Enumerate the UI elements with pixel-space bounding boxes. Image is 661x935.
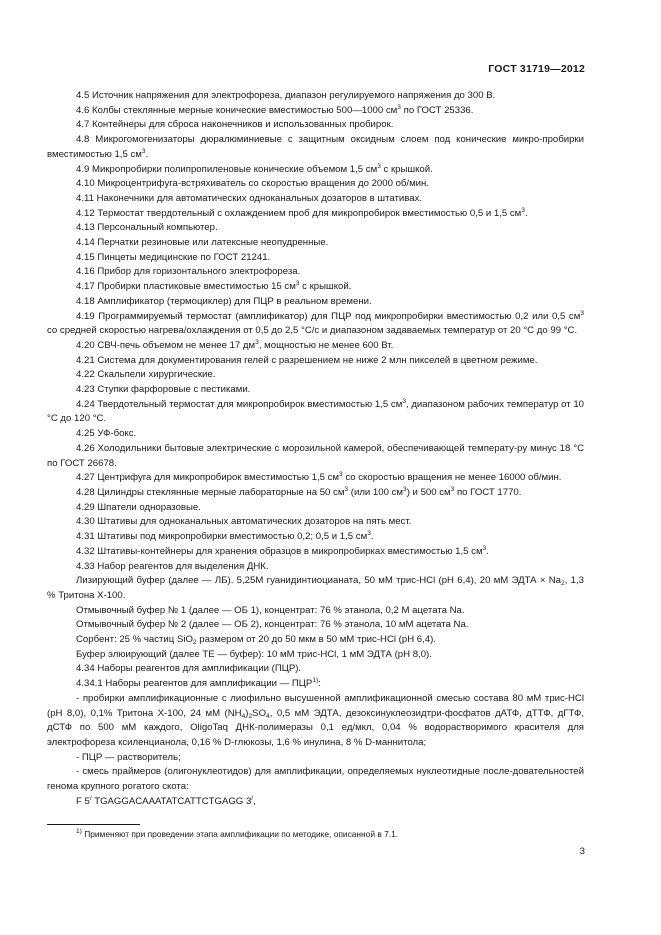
paragraph-text: 4.25 УФ-бокс. bbox=[76, 428, 137, 440]
paragraph bbox=[47, 368, 584, 383]
superscript: 3 bbox=[521, 206, 525, 214]
paragraph bbox=[47, 163, 584, 178]
paragraph-text: - смесь праймеров (олигонуклеотидов) для амплификации, определяемых нуклеотидные после-довательностей генома крупного рогатого скота: bbox=[47, 766, 584, 793]
superscript: 3 bbox=[141, 147, 146, 155]
paragraph bbox=[47, 133, 584, 162]
paragraph-text: размером от 20 до 50 мкм в 50 мМ трис-HCl (pH 6,4). bbox=[196, 634, 437, 646]
paragraph-text: 4.34.1 Наборы реагентов для амплификации — ПЦР bbox=[76, 678, 313, 690]
superscript: 3 bbox=[367, 530, 371, 538]
paragraph-text: 4.30 Штативы для одноканальных автоматических дозаторов на пять мест. bbox=[76, 516, 412, 528]
superscript: 3 bbox=[339, 471, 343, 479]
paragraph-text: 4.33 Набор реагентов для выделения ДНК. bbox=[76, 560, 269, 572]
paragraph bbox=[47, 604, 584, 619]
paragraph-text: ) и 500 см bbox=[406, 486, 451, 498]
subscript: 2 bbox=[248, 712, 253, 720]
footnote-mark: 1) bbox=[76, 828, 82, 835]
paragraph-text: с крышкой. bbox=[380, 163, 433, 175]
subscript: 2 bbox=[192, 639, 197, 647]
paragraph-text: ) bbox=[245, 707, 249, 719]
paragraph bbox=[47, 515, 584, 530]
paragraph-text: 4.11 Наконечники для автоматических одноканальных дозаторов в штативах. bbox=[76, 192, 423, 204]
paragraph bbox=[47, 427, 584, 442]
paragraph bbox=[47, 574, 584, 603]
paragraph-text: со средней скоростью нагрева/охлаждения от 0,5 до 2,5 °C/с и диапазоном задаваемых температур от 20 °C до 99 °C. bbox=[47, 325, 578, 337]
paragraph bbox=[47, 633, 584, 648]
paragraph-text: 4.13 Персональный компьютер. bbox=[76, 222, 218, 234]
paragraph bbox=[47, 251, 584, 266]
paragraph-text: 4.7 Контейнеры для сброса наконечников и использованных пробирок. bbox=[76, 119, 394, 131]
superscript: 3 bbox=[450, 485, 455, 493]
subscript: 4 bbox=[266, 712, 270, 720]
paragraph-text: 4.9 Микропробирки полипропиленовые конические объемом 1,5 см bbox=[76, 163, 378, 175]
paragraph bbox=[47, 89, 584, 104]
paragraph bbox=[47, 692, 584, 751]
paragraph-text: . bbox=[486, 545, 489, 557]
paragraph bbox=[47, 442, 584, 471]
paragraph bbox=[47, 236, 584, 251]
paragraph-text: 4.15 Пинцеты медицинские по ГОСТ 21241. bbox=[76, 251, 271, 263]
paragraph-text: 4.14 Перчатки резиновые или латексные неопудренные. bbox=[76, 237, 329, 249]
paragraph-text: 4.34 Наборы реагентов для амплификации (ПЦР). bbox=[76, 663, 302, 675]
paragraph-text: 4.24 Твердотельный термостат для микропробирок вместимостью 1,5 см bbox=[76, 398, 403, 410]
paragraph bbox=[47, 618, 584, 633]
paragraph-text: , 0,5 мМ ЭДТА, дезоксинуклеозидтри-фосфатов дАТФ, дТТФ, дГТФ, дСТФ по 500 мМ каждого, OligoTaq ДНК-полимеразы 0,1 ед/мкл, 0,04 % водорастворимого красителя для электрофореза ксиленцианола, 0,16 % D-глюкозы, 1,6 % инулина, 8 % D-маннитола; bbox=[47, 707, 585, 748]
paragraph-text: , 1,3 % Тритона Х-100. bbox=[47, 575, 584, 601]
paragraph-text: 4.16 Прибор для горизонтального электрофореза. bbox=[76, 266, 301, 278]
paragraph-text: 4.26 Холодильники бытовые электрические с морозильной камерой, обеспечивающей температу-ру минус 18 °C по ГОСТ 26678. bbox=[47, 442, 584, 469]
paragraph bbox=[47, 795, 584, 810]
superscript: 1) bbox=[312, 677, 319, 685]
paragraph-text: - ПЦР — растворитель; bbox=[76, 751, 181, 763]
paragraph bbox=[47, 118, 584, 133]
paragraph bbox=[47, 310, 584, 339]
paragraph-text: , bbox=[253, 795, 256, 807]
paragraph-text: F 5 bbox=[76, 795, 90, 807]
paragraph-text: 4.29 Шпатели одноразовые. bbox=[76, 501, 201, 513]
paragraph bbox=[47, 662, 584, 677]
paragraph-text: . bbox=[145, 148, 149, 160]
paragraph-text: 4.28 Цилиндры стеклянные мерные лабораторные на 50 см bbox=[76, 486, 345, 498]
superscript: / bbox=[89, 794, 92, 802]
paragraph-text: Буфер элюирующий (далее ТЕ — буфер): 10 мМ трис-HCl, 1 мМ ЭДТА (pH 8,0). bbox=[76, 648, 432, 660]
paragraph-text: (или 100 см bbox=[348, 486, 404, 498]
footnote bbox=[76, 828, 398, 840]
paragraph-text: 4.10 Микроцентрифуга-встряхиватель со скоростью вращения до 2000 об/мин. bbox=[76, 178, 429, 190]
paragraph-text: - пробирки амплификационные с лиофильно высушенной амплификационной смесью состава 80 мМ трис-HCl (pH 8,0), 0,1% Тритона Х-100, 24 мМ (NH bbox=[47, 692, 584, 719]
paragraph bbox=[47, 751, 584, 766]
paragraph-text: Лизирующий буфер (далее — ЛБ). 5,25М гуанидинтиоцианата, 50 мМ трис-HCl (pH 6,4), 20 мМ ЭДТА × Na bbox=[76, 575, 562, 587]
paragraph bbox=[47, 765, 584, 794]
paragraph-text: Сорбент: 25 % частиц SiO bbox=[76, 634, 193, 646]
superscript: / bbox=[251, 794, 254, 802]
paragraph-text: Отмывочный буфер № 1 (далее — ОБ 1), концентрат: 76 % этанола, 0,2 М ацетата Na. bbox=[76, 604, 465, 616]
paragraph-text: по ГОСТ 25336. bbox=[400, 104, 474, 116]
paragraph bbox=[47, 545, 584, 560]
superscript: 3 bbox=[344, 485, 349, 493]
paragraph bbox=[47, 295, 584, 310]
paragraph bbox=[47, 560, 584, 575]
paragraph bbox=[47, 192, 584, 207]
paragraph-text: 4.22 Скальпели хирургические. bbox=[76, 369, 216, 381]
paragraph-text: 4.27 Центрифуга для микропробирок вместимостью 1,5 см bbox=[76, 472, 340, 484]
paragraph bbox=[47, 648, 584, 663]
paragraph-text: 4.21 Система для документирования гелей с разрешением не ниже 2 млн пикселей в цветном режиме. bbox=[76, 354, 538, 366]
paragraph bbox=[47, 280, 584, 295]
paragraph-text: 4.17 Пробирки пластиковые вместимостью 15 см bbox=[76, 281, 296, 293]
paragraph bbox=[47, 471, 584, 486]
paragraph bbox=[47, 354, 584, 369]
paragraph-text: 4.23 Ступки фарфоровые с пестиками. bbox=[76, 384, 251, 396]
paragraph bbox=[47, 677, 584, 692]
subscript: 2 bbox=[561, 580, 565, 588]
paragraph-text: 4.8 Микрогомогенизаторы дюралюминиевые с защитным оксидным слоем под конические микро-пробирки вместимостью 1,5 см bbox=[47, 134, 584, 160]
paragraph-text: , мощностью не менее 600 Вт. bbox=[258, 339, 394, 351]
superscript: 3 bbox=[255, 338, 259, 346]
paragraph-text: с крышкой. bbox=[299, 281, 352, 293]
paragraph-text: TGAGGACAAATATCATTCTGAGG 3 bbox=[91, 795, 252, 807]
paragraph-text: 4.32 Штативы-контейнеры для хранения образцов в микропробирках вместимостью 1,5 см bbox=[76, 545, 483, 557]
superscript: 3 bbox=[402, 397, 406, 405]
footnote-divider bbox=[47, 824, 140, 825]
paragraph-text: : bbox=[318, 678, 321, 690]
subscript: 4 bbox=[241, 712, 246, 720]
paragraph-text: 4.18 Амплификатор (термоциклер) для ПЦР в реальном времени. bbox=[76, 295, 372, 307]
paragraph bbox=[47, 383, 584, 398]
paragraph-text: 4.6 Колбы стеклянные мерные конические вместимостью 500—1000 см bbox=[76, 104, 398, 116]
paragraph bbox=[47, 207, 584, 222]
paragraph-text: 4.31 Штативы под микропробирки вместимостью 0,2; 0,5 и 1,5 см bbox=[76, 531, 368, 543]
superscript: 3 bbox=[482, 544, 487, 552]
paragraph bbox=[47, 501, 584, 516]
paragraph-text: по ГОСТ 1770. bbox=[454, 486, 522, 498]
document-header: ГОСТ 31719—2012 bbox=[488, 63, 585, 75]
paragraph bbox=[47, 339, 584, 354]
paragraph-text: 4.19 Программируемый термостат (амплификатор) для ПЦР под микропробирки вместимостью 0,2 или 0,5 см bbox=[76, 310, 581, 322]
paragraph-text: SO bbox=[252, 707, 267, 719]
paragraph-text: 4.5 Источник напряжения для электрофореза, диапазон регулируемого напряжения до 300 В. bbox=[76, 90, 496, 101]
paragraph-text: , диапазоном рабочих температур от 10 °C до 120 °C. bbox=[47, 398, 584, 425]
paragraph bbox=[47, 221, 584, 236]
document-body bbox=[47, 89, 584, 809]
paragraph-text: Отмывочный буфер № 2 (далее — ОБ 2), концентрат: 76 % этанола, 10 мМ ацетата Na. bbox=[76, 619, 469, 631]
paragraph-text: 4.20 СВЧ-печь объемом не менее 17 дм bbox=[76, 339, 256, 351]
page-number: 3 bbox=[579, 846, 585, 857]
paragraph bbox=[47, 104, 584, 119]
superscript: 3 bbox=[403, 485, 407, 493]
paragraph-text: со скоростью вращения не менее 16000 об/мин. bbox=[342, 472, 562, 484]
paragraph-text: . bbox=[524, 207, 528, 219]
superscript: 3 bbox=[397, 103, 401, 111]
paragraph bbox=[47, 398, 584, 427]
superscript: 3 bbox=[295, 280, 300, 288]
paragraph bbox=[47, 530, 584, 545]
superscript: 3 bbox=[377, 162, 381, 170]
paragraph bbox=[47, 177, 584, 192]
paragraph-text: . bbox=[370, 531, 374, 543]
paragraph-text: 4.12 Термостат твердотельный с охлаждением проб для микропробирок вместимостью 0,5 и 1,5 см bbox=[76, 207, 522, 219]
superscript: 3 bbox=[580, 309, 584, 317]
paragraph bbox=[47, 486, 584, 501]
paragraph bbox=[47, 265, 584, 280]
footnote-text: Применяют при проведении этапа амплификации по методике, описанной в 7.1. bbox=[81, 829, 399, 839]
